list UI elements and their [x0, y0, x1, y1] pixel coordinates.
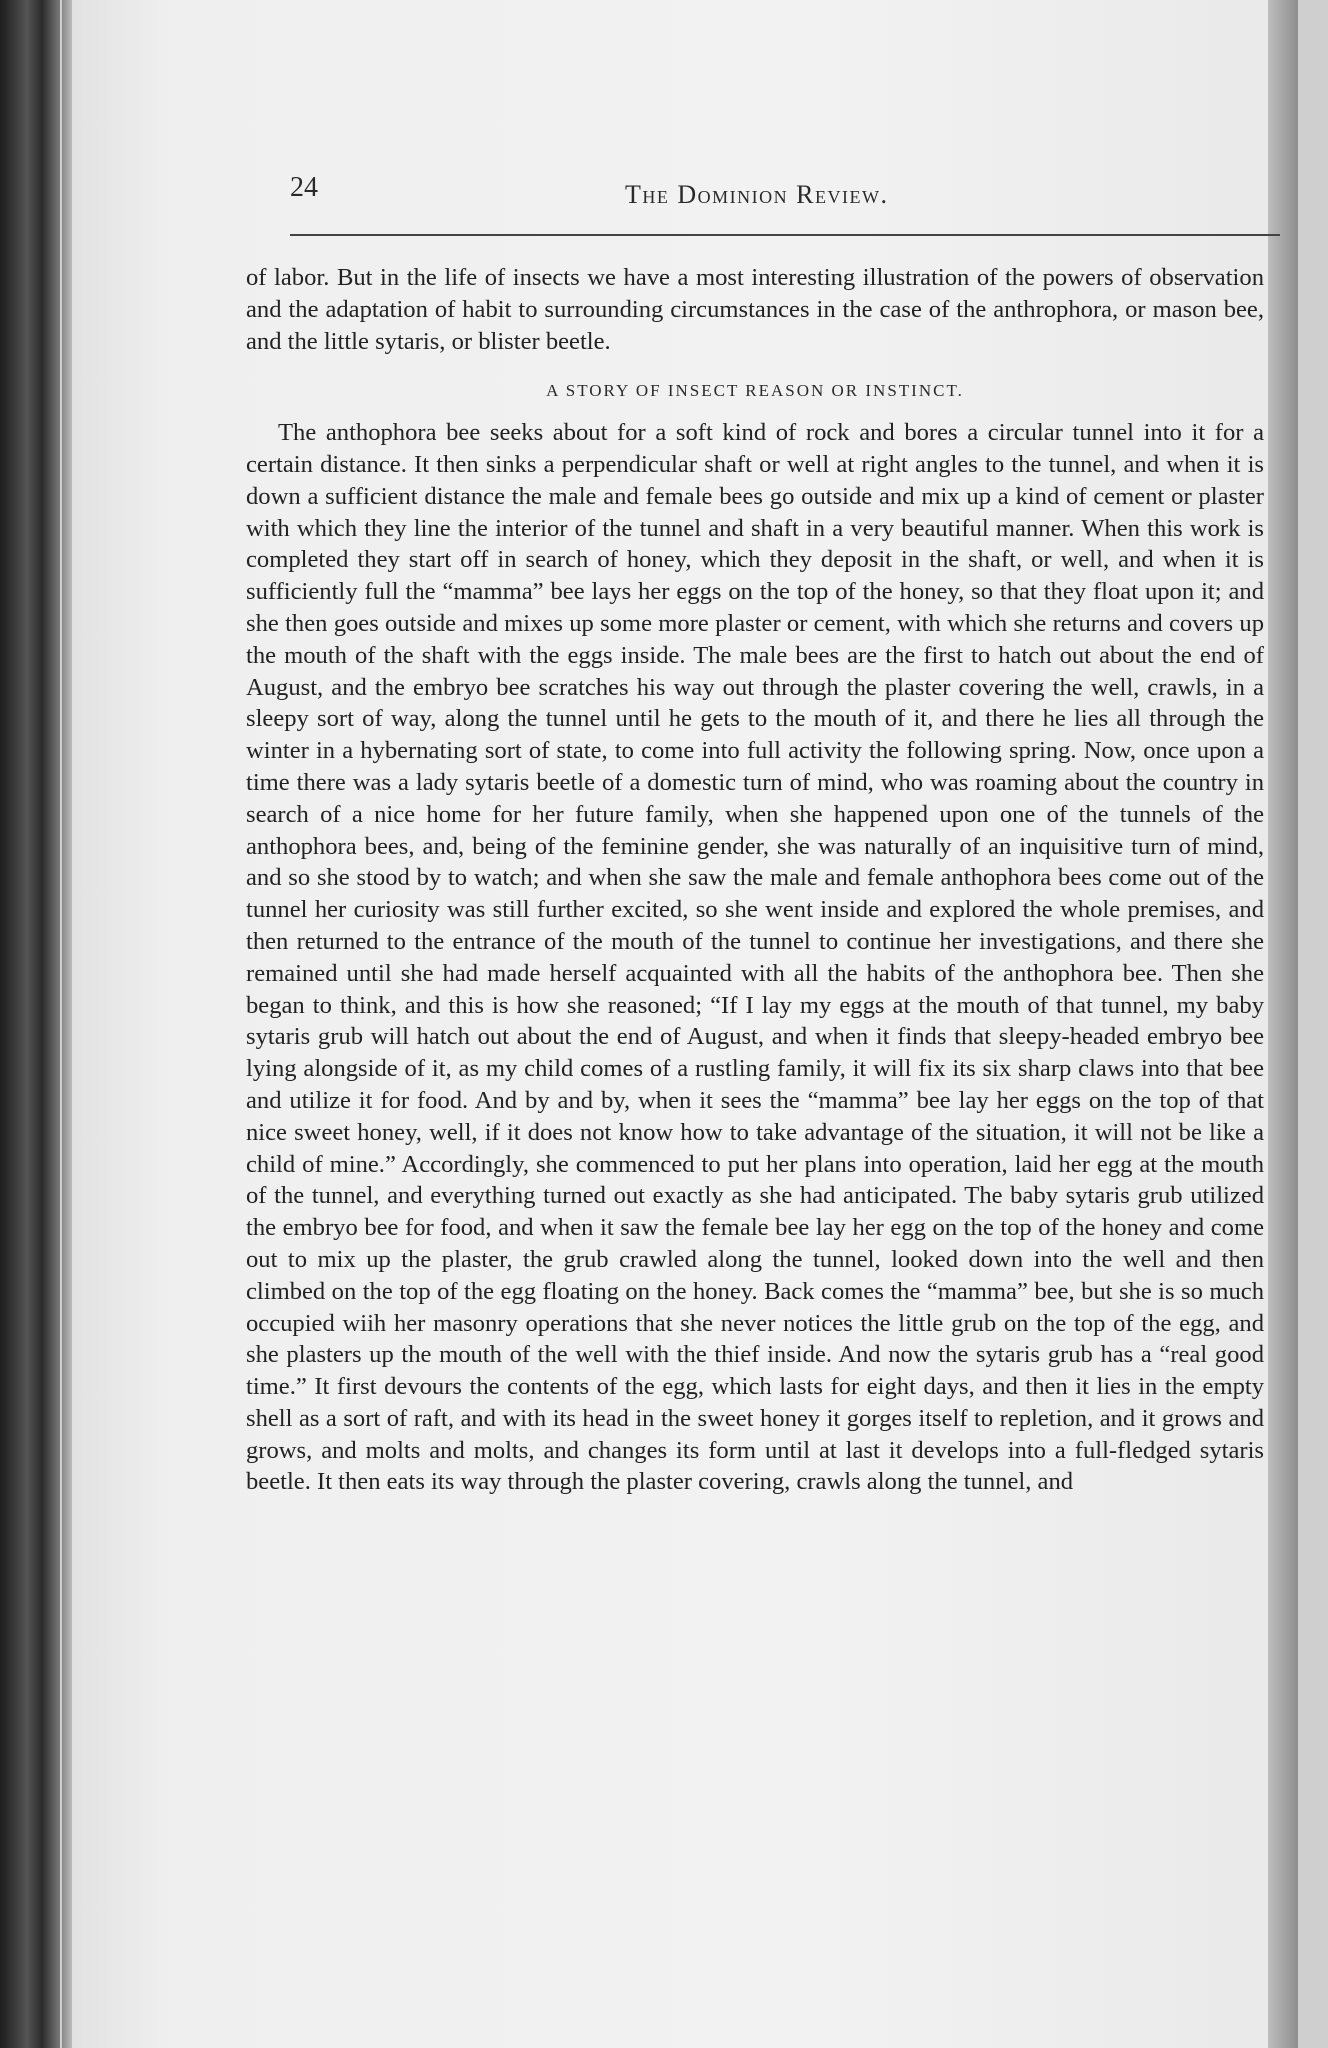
page-header	[290, 172, 1280, 222]
page-edge-shadow	[1268, 0, 1298, 2048]
book-binding	[0, 0, 60, 2048]
article-body	[246, 262, 1264, 1498]
section-heading: A STORY OF INSECT REASON OR INSTINCT.	[546, 381, 964, 401]
opening-paragraph: of labor. But in the life of insects we have a most interesting illustration of the powers of observation and the adaptation of habit to surrounding circumstances in the case of the anthrophora, or mason bee, and the little sytaris, or blister beetle.	[246, 264, 1264, 355]
header-rule	[290, 234, 1280, 236]
story-paragraph: The anthophora bee seeks about for a soft kind of rock and bores a circular tunnel into it for a certain distance. It then sinks a perpendicular shaft or well at right angles to the tunnel, and when it is down a sufficient distance the male and female bees go outside and mix up a kind of cement or plaster with which they line the interior of the tunnel and shaft in a very beautiful manner. When this work is completed they start off in search of honey, which they deposit in the shaft, or well, and when it is sufficiently full the “mamma” bee lays her eggs on the top of the honey, so that they float upon it; and she then goes outside and mixes up some more plaster or cement, with which she returns and covers up the mouth of the shaft with the eggs inside. The male bees are the first to hatch out about the end of August, and the embryo bee scratches his way out through the plaster covering the well, crawls, in a sleepy sort of way, along the tunnel until he gets to the mouth of it, and there he lies all through the winter in a hybernating sort of state, to come into full activity the following spring. Now, once upon a time there was a lady sytaris beetle of a domestic turn of mind, who was roaming about the country in search of a nice home for her future family, when she happened upon one of the tunnels of the anthophora bees, and, being of the feminine gender, she was naturally of an inquisitive turn of mind, and so she stood by to watch; and when she saw the male and female anthophora bees come out of the tunnel her curiosity was still further excited, so she went inside and explored the whole premises, and then returned to the entrance of the mouth of the tunnel to continue her investigations, and there she remained until she had made herself acquainted with all the habits of the anthophora bee. Then she began to think, and this is how she reasoned; “If I lay my eggs at the mouth of that tunnel, my baby sytaris grub will hatch out about the end of August, and when it finds that sleepy-headed embryo bee lying alongside of it, as my child comes of a rustling family, it will fix its six sharp claws into that bee and utilize it for food. And by and by, when it sees the “mamma” bee lay her eggs on the top of that nice sweet honey, well, if it does not know how to take advantage of the situation, it will not be like a child of mine.” Accordingly, she commenced to put her plans into operation, laid her egg at the mouth of the tunnel, and everything turned out exactly as she had anticipated. The baby sytaris grub utilized the embryo bee for food, and when it saw the female bee lay her egg on the top of the honey and come out to mix up the plaster, the grub crawled along the tunnel, looked down into the well and then climbed on the top of the egg floating on the honey. Back comes the “mamma” bee, but she is so much occupied wiih her masonry operations that she never notices the little grub on the top of the egg, and she plasters up the mouth of the well with the thief inside. And now the sytaris grub has a “real good time.” It first devours the contents of the egg, which lasts for eight days, and then it lies in the empty shell as a sort of raft, and with its head in the sweet honey it gorges itself to repletion, and it grows and grows, and molts and molts, and changes its form until at last it develops into a full-fledged sytaris beetle. It then eats its way through the plaster covering, crawls along the tunnel, and	[246, 419, 1264, 1496]
page-number: 24	[290, 172, 318, 203]
running-head: The Dominion Review.	[625, 180, 889, 209]
